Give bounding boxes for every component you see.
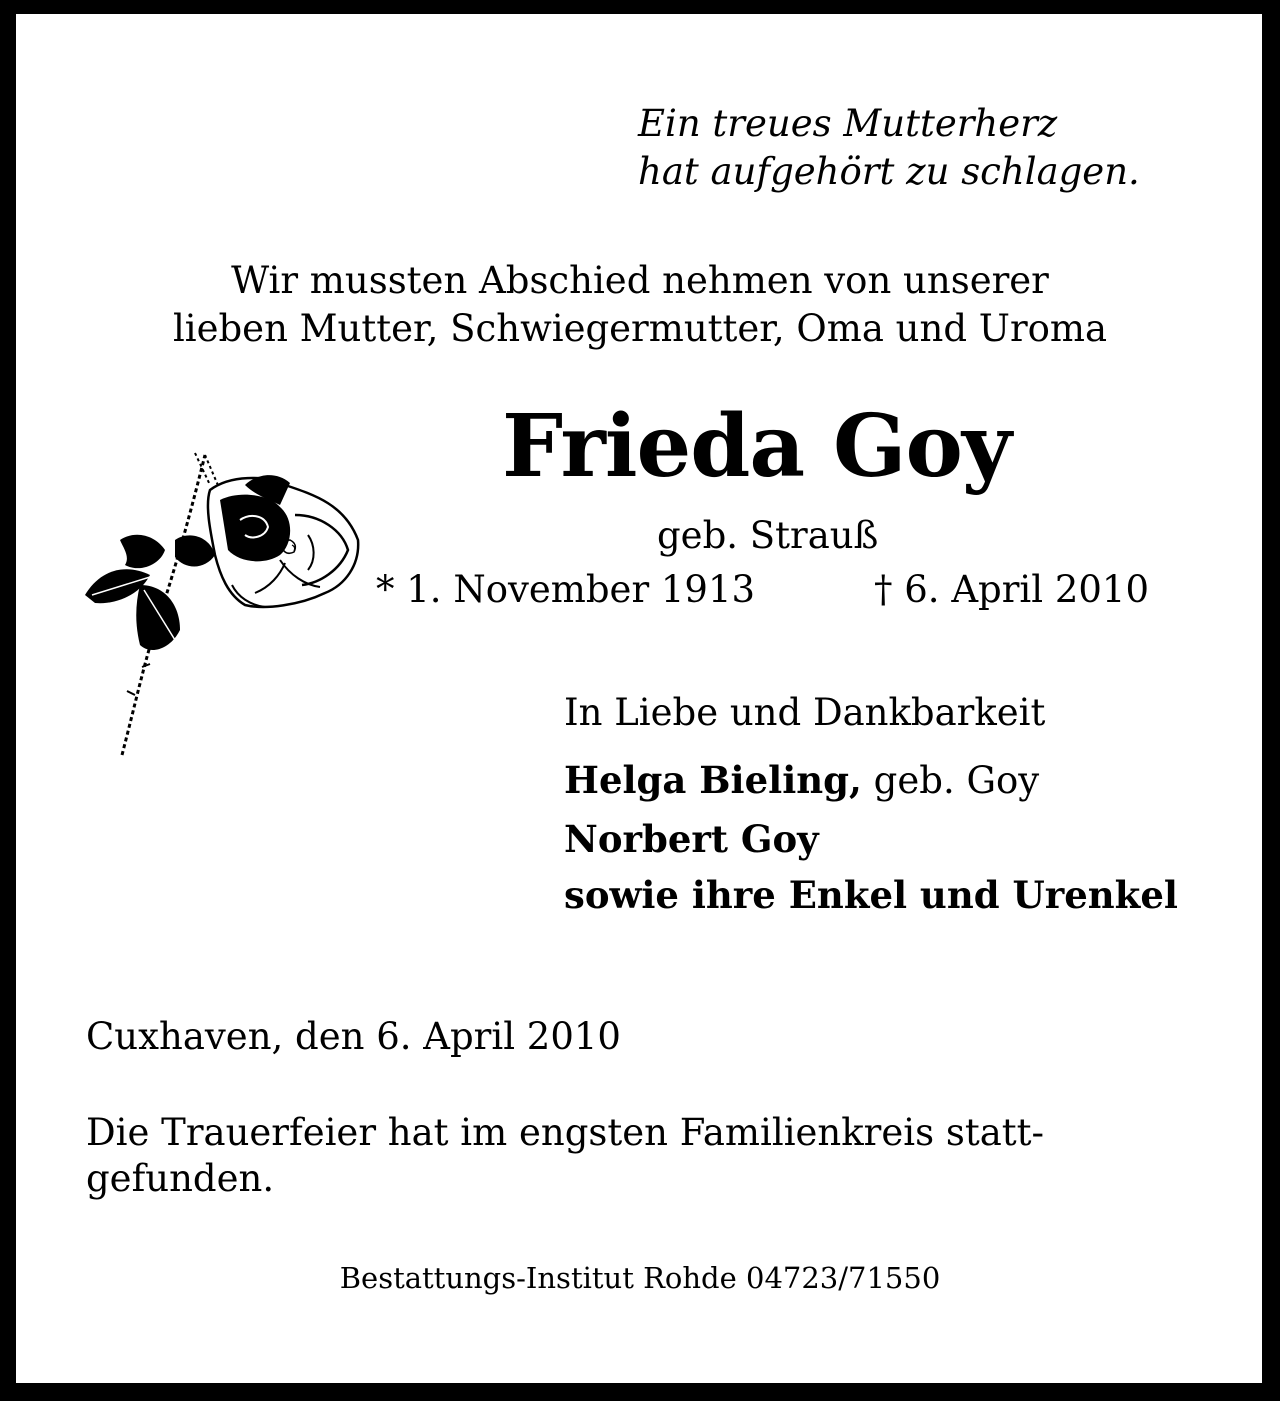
maiden-name: geb. Strauß [657,514,879,557]
mourner-1-suffix: geb. Goy [861,759,1040,802]
motto [638,100,1140,196]
motto-line-2: hat aufgehört zu schlagen. [638,150,1140,193]
birth-date: * 1. November 1913 [376,568,756,611]
funeral-note [86,1110,1044,1202]
mourners-heading: In Liebe und Dankbarkeit [564,691,1046,734]
mourner-2: Norbert Goy [564,817,819,861]
intro-line-2: lieben Mutter, Schwiegermutter, Oma und Uroma [172,307,1108,350]
funeral-home: Bestattungs-Institut Rohde 04723/71550 [339,1261,941,1295]
mourner-1-name: Helga Bieling, [564,758,862,802]
mourner-3: sowie ihre Enkel und Urenkel [564,873,1178,917]
rose-icon [80,445,365,760]
intro-line-1: Wir mussten Abschied nehmen von unserer [231,259,1049,302]
intro-text [0,257,1280,353]
funeral-note-line-1: Die Trauerfeier hat im engsten Familienkreis statt- [86,1111,1044,1154]
funeral-note-line-2: gefunden. [86,1157,275,1200]
place-date: Cuxhaven, den 6. April 2010 [86,1015,621,1058]
motto-line-1: Ein treues Mutterherz [638,102,1058,145]
death-date: † 6. April 2010 [874,568,1150,611]
deceased-name: Frieda Goy [502,396,1011,497]
mourner-1 [564,758,1040,802]
